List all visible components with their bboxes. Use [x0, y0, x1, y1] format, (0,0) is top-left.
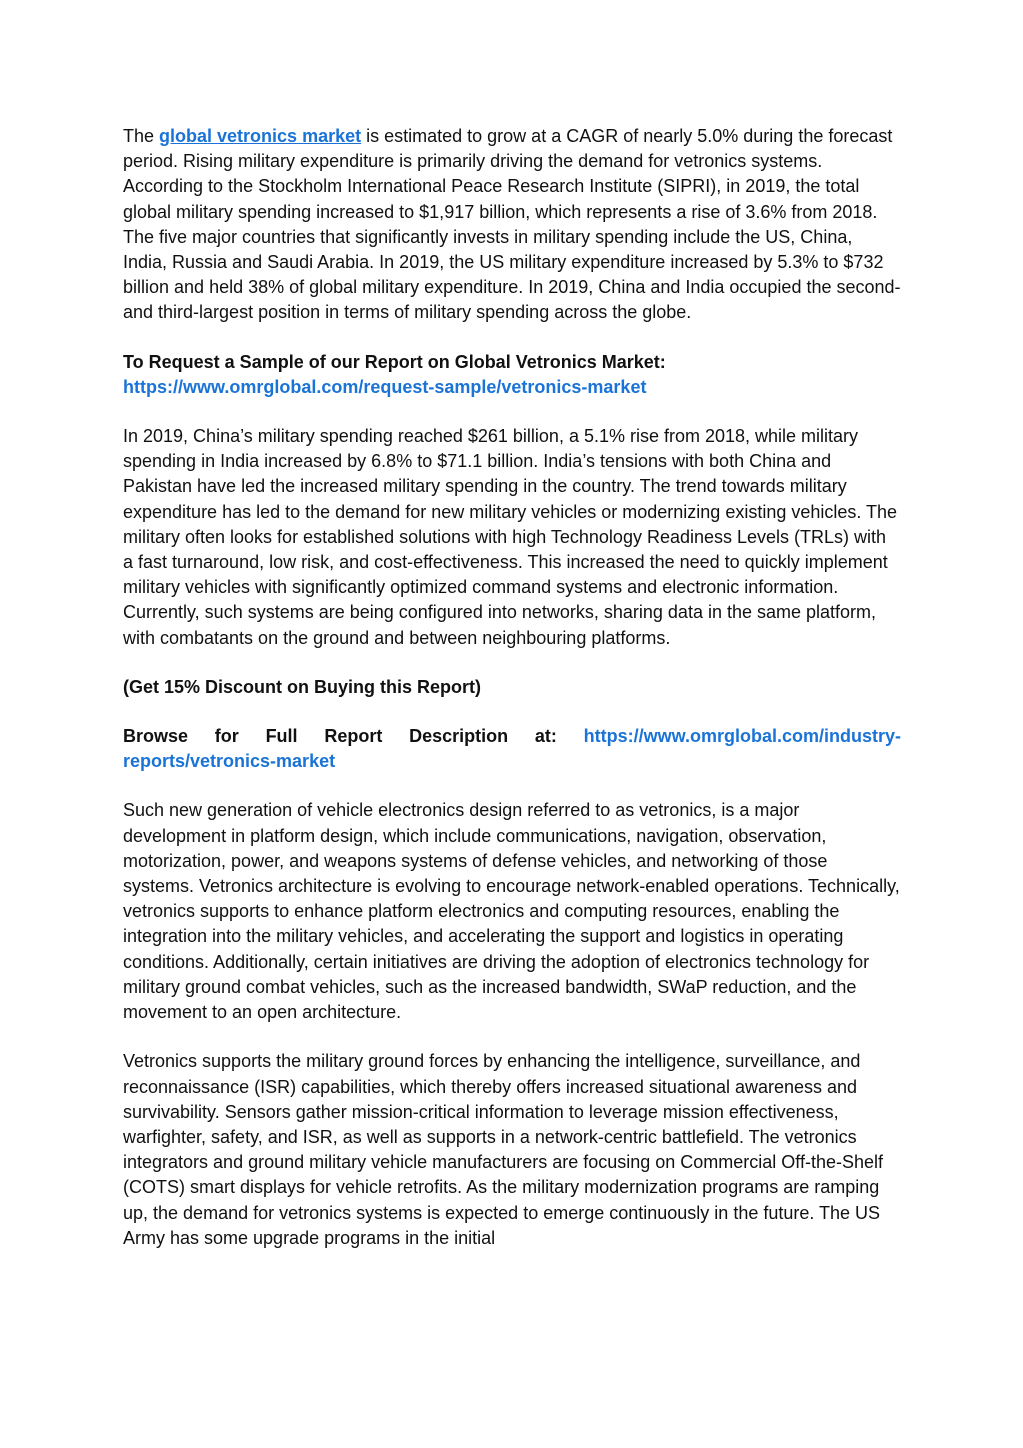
discount-text: (Get 15% Discount on Buying this Report) [123, 676, 482, 697]
browse-block [123, 724, 901, 774]
browse-word: for [214, 726, 239, 747]
browse-word: at: [534, 726, 557, 747]
vetronics-design-paragraph: Such new generation of vehicle electronics design referred to as vetronics, is a major development in platform design, which include communications, navigation, observation, motorization, power, and weapons systems of defense vehicles, and networking of those systems. Vetronics architecture is evolving to encourage network-enabled operations. Technically, vetronics supports to enhance platform electronics and computing resources, enabling the integration into the military vehicles, and accelerating the support and logistics in operating conditions. Additionally, certain initiatives are driving the adoption of electronics technology for military ground combat vehicles, such as the increased bandwidth, SWaP reduction, and the movement to an open architecture. [123, 800, 900, 1023]
intro-paragraph [123, 124, 901, 326]
isr-paragraph: Vetronics supports the military ground forces by enhancing the intelligence, surveillance, and reconnaissance (ISR) capabilities, which thereby offers increased situational awareness and survivability. Sensors gather mission-critical information to leverage mission effectiveness, warfighter, safety, and ISR, as well as supports in a network-centric battlefield. The vetronics integrators and ground military vehicle manufacturers are focusing on Commercial Off-the-Shelf (COTS) smart displays for vehicle retrofits. As the military modernization programs are ramping up, the demand for vetronics systems is expected to emerge continuously in the future. The US Army has some upgrade programs in the initial [123, 1051, 884, 1248]
sample-request-block [123, 350, 901, 400]
sample-request-label: To Request a Sample of our Report on Global Vetronics Market: [123, 351, 666, 372]
sample-request-link[interactable]: https://www.omrglobal.com/request-sample/vetronics-market [123, 376, 647, 397]
browse-word: Browse [123, 726, 189, 747]
intro-lead: The [123, 126, 160, 146]
browse-line [123, 724, 901, 749]
full-report-link-part1[interactable]: https://www.omrglobal.com/industry- [583, 726, 901, 747]
browse-word: Description [409, 726, 509, 747]
document-page [123, 124, 901, 1275]
intro-body: is estimated to grow at a CAGR of nearly 5.0% during the forecast period. Rising military expenditure is primarily driving the demand for vetronics systems. According to the Stockholm International Peace Research Institute (SIPRI), in 2019, the total global military spending increased to $1,917 billion, which represents a rise of 3.6% from 2018. The five major countries that significantly invests in military spending include the US, China, India, Russia and Saudi Arabia. In 2019, the US military expenditure increased by 5.3% to $732 billion and held 38% of global military expenditure. In 2019, China and India occupied the second- and third-largest position in terms of military spending across the globe. [123, 126, 901, 323]
browse-word: Report [324, 726, 383, 747]
spending-paragraph: In 2019, China’s military spending reached $261 billion, a 5.1% rise from 2018, while military spending in India increased by 6.8% to $71.1 billion. India’s tensions with both China and Pakistan have led the increased military spending in the country. The trend towards military expenditure has led to the demand for new military vehicles or modernizing existing vehicles. The military often looks for established solutions with high Technology Readiness Levels (TRLs) with a fast turnaround, low risk, and cost-effectiveness. This increased the need to quickly implement military vehicles with significantly optimized command systems and electronic information. Currently, such systems are being configured into networks, sharing data in the same platform, with combatants on the ground and between neighbouring platforms. [123, 426, 898, 648]
browse-word: Full [265, 726, 298, 747]
full-report-link-part2[interactable]: reports/vetronics-market [123, 751, 336, 772]
global-vetronics-market-link[interactable]: global vetronics market [159, 126, 362, 146]
